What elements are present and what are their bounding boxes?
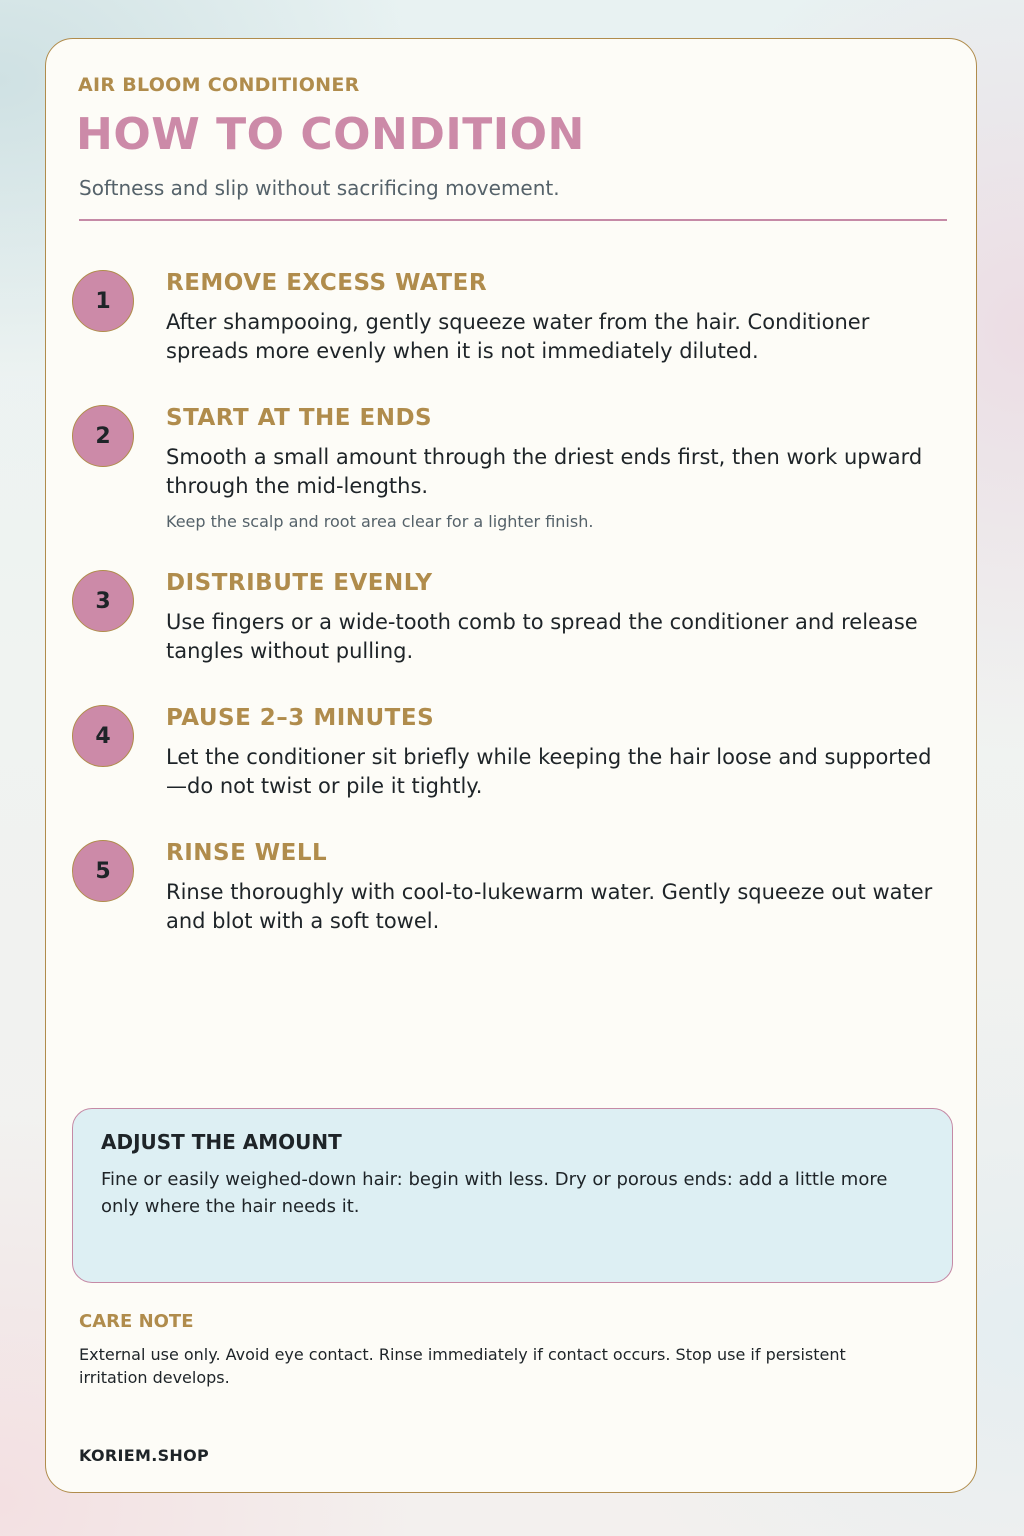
page-subtitle: Softness and slip without sacrificing movement. [79, 176, 560, 200]
step-title: PAUSE 2–3 MINUTES [166, 705, 435, 731]
page-title: HOW TO CONDITION [76, 109, 585, 160]
callout-title: ADJUST THE AMOUNT [101, 1130, 342, 1154]
step-title: REMOVE EXCESS WATER [166, 270, 488, 296]
care-note-body: External use only. Avoid eye contact. Rinse immediately if contact occurs. Stop use if persistent irritation develops. [79, 1345, 846, 1387]
step-description: After shampooing, gently squeeze water from the hair. Conditioner spreads more evenly when it is not immediately diluted. [166, 310, 870, 363]
instruction-card [45, 38, 977, 1493]
step-title: RINSE WELL [166, 840, 328, 866]
step-description: Use fingers or a wide-tooth comb to spread the conditioner and release tangles without pulling. [166, 610, 918, 663]
footer-site-link[interactable]: KORIEM.SHOP [79, 1446, 210, 1465]
step-number-badge: 5 [72, 840, 134, 902]
header-divider [79, 219, 947, 221]
care-note-title: CARE NOTE [79, 1311, 194, 1332]
step-number-badge: 4 [72, 705, 134, 767]
step-number-badge: 1 [72, 270, 134, 332]
step-description: Let the conditioner sit briefly while keeping the hair loose and supported—do not twist or pile it tightly. [166, 745, 932, 798]
adjust-amount-callout [72, 1108, 953, 1283]
product-name: AIR BLOOM CONDITIONER [78, 74, 360, 96]
step-title: DISTRIBUTE EVENLY [166, 570, 433, 596]
step-number-badge: 3 [72, 570, 134, 632]
step-title: START AT THE ENDS [166, 405, 433, 431]
step-number-badge: 2 [72, 405, 134, 467]
step-description: Rinse thoroughly with cool-to-lukewarm water. Gently squeeze out water and blot with a soft towel. [166, 880, 933, 933]
callout-body: Fine or easily weighed-down hair: begin with less. Dry or porous ends: add a little more only where the hair needs it. [101, 1169, 888, 1217]
step-description: Smooth a small amount through the driest ends first, then work upward through the mid-lengths. [166, 445, 923, 498]
step-tip: Keep the scalp and root area clear for a lighter finish. [166, 512, 594, 531]
